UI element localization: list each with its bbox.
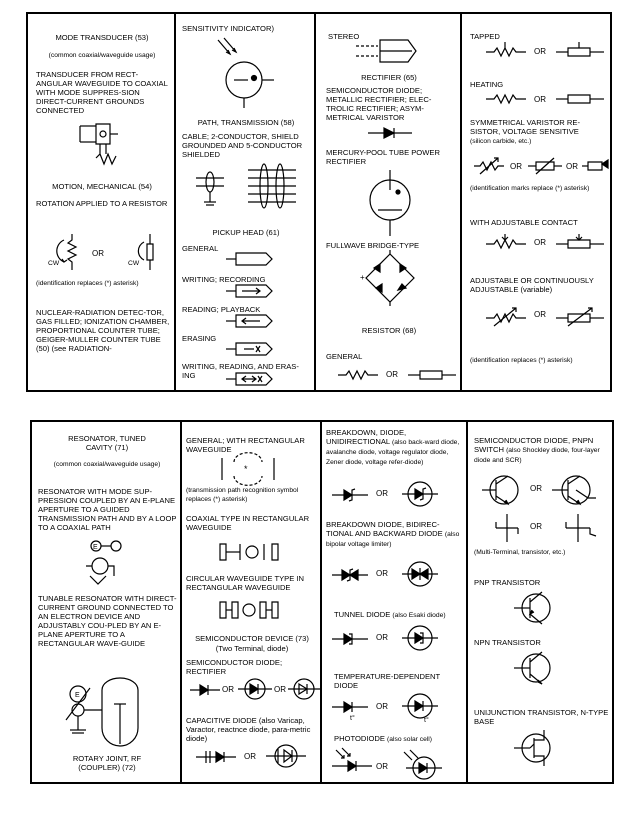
tunnel-circle-icon: [402, 624, 438, 652]
rotation-desc: ROTATION APPLIED TO A RESISTOR: [36, 199, 168, 208]
or-label: OR: [376, 489, 388, 498]
heating-label: HEATING: [470, 80, 504, 89]
photodiode-note: (also solar cell): [387, 736, 433, 743]
adjustable-desc: ADJUSTABLE OR CONTINUOUSLY ADJUSTABLE (variable): [470, 276, 594, 294]
or-label: OR: [92, 249, 104, 258]
scr-circle-icon: [482, 470, 526, 510]
wre-head-icon: [226, 372, 296, 386]
or-label-2: OR: [274, 685, 286, 694]
diode-circle-icon: [238, 678, 272, 700]
pnpn-label: [474, 436, 610, 465]
or-label-2: OR: [534, 95, 546, 104]
tapped-box-icon: [556, 42, 604, 58]
erasing-head-icon: [226, 342, 296, 356]
varicap-circle-icon: [266, 744, 306, 768]
pnpn-switch-2-icon: [558, 514, 598, 542]
semi-diode-desc: SEMICONDUCTOR DIODE; METALLIC RECTIFIER; ELEC-TROLIC RECTIFIER; ASYM-METRICAL VARISTOR: [326, 86, 432, 122]
pickup-general-icon: [226, 252, 296, 266]
transducer-desc: TRANSDUCER FROM RECT-ANGULAR WAVEGUIDE TO COAXIAL WITH MODE SUPPRES-SION DIRECT-CURRENT GROUNDS CONNECTED: [36, 70, 168, 115]
resonator-note: (common coaxial/waveguide usage): [53, 461, 161, 468]
photodiode-heading: PHOTODIODE: [334, 734, 385, 743]
npn-transistor-icon: [514, 648, 558, 688]
rect-waveguide-icon: [220, 454, 276, 484]
tunable-resonator-icon: [58, 674, 154, 744]
top-col-2: [176, 14, 316, 390]
svg-text:+: +: [360, 273, 365, 282]
writing-head-icon: [226, 284, 296, 298]
or-label-4: OR: [534, 310, 546, 319]
photodiode-label: [334, 734, 466, 744]
zener-diode-icon: [332, 488, 368, 502]
pickup-general: GENERAL: [182, 244, 219, 253]
cw-label: CW: [48, 260, 60, 267]
svg-text:*: *: [244, 464, 248, 474]
bidirectional-circle-icon: [402, 560, 438, 588]
or-label: OR: [530, 484, 542, 493]
pnp-transistor-icon: [514, 588, 558, 628]
tapped-label: TAPPED: [470, 32, 500, 41]
cw-label-2: CW: [128, 260, 140, 267]
top-panel: [26, 12, 612, 392]
multi-note: (Multi-Terminal, transistor, etc.): [474, 549, 566, 556]
fullwave-label: FULLWAVE BRIDGE-TYPE: [326, 241, 420, 250]
resistor-heading: RESISTOR (68): [361, 326, 417, 335]
breakdown-bi-heading: BREAKDOWN DIODE, BIDIREC-TIONAL AND BACKWARD DIODE: [326, 520, 443, 538]
wre-label: WRITING, READING, AND ERAS-ING: [182, 362, 299, 380]
cable-desc: CABLE; 2-CONDUCTOR, SHIELD GROUNDED AND 5-CONDUCTOR SHIELDED: [182, 132, 303, 159]
breakdown-uni-heading: BREAKDOWN, DIODE, UNIDIRECTIONAL: [326, 428, 407, 446]
temperature-circle-icon: [402, 692, 438, 722]
svg-text:t°: t°: [424, 717, 429, 724]
unijunction-transistor-icon: [514, 728, 558, 768]
nuclear-desc: NUCLEAR-RADIATION DETEC-TOR, GAS FILLED; IONIZATION CHAMBER, PROPORTIONAL COUNTER TUBE; GEIGER-MULLER COUNTER TUBE (50) (see RADIATION-: [36, 308, 170, 353]
svg-text:OR: OR: [566, 162, 578, 171]
svg-text:OR: OR: [510, 162, 522, 171]
top-col-1: [28, 14, 176, 390]
cable-shielded-icon: [196, 164, 296, 216]
temperature-diode-icon: [332, 700, 368, 720]
breakdown-bi-label: [326, 520, 466, 549]
resonator-symbol-icon: [76, 536, 136, 586]
path-heading: PATH, TRANSMISSION (58): [197, 118, 295, 127]
resistor-box-icon: [408, 370, 456, 380]
scr-circle-2-icon: [552, 470, 600, 510]
mercury-tube-icon: [364, 170, 424, 236]
semi-diode-label: SEMICONDUCTOR DIODE; RECTIFIER: [186, 658, 283, 676]
bidirectional-diode-icon: [332, 568, 368, 582]
photodiode-circle-icon: [402, 750, 442, 780]
pickup-heading: PICKUP HEAD (61): [212, 228, 280, 237]
circular-label: CIRCULAR WAVEGUIDE TYPE IN RECTANGULAR WAVEGUIDE: [186, 574, 305, 592]
tunable-desc: TUNABLE RESONATOR WITH DIRECT-CURRENT GROUND CONNECTED TO AN ELECTRON DEVICE AND ADJUSTABLY COU-PLED BY AN E-PLANE APERTURE TO A RECTANGULAR WAVE-GUIDE: [38, 594, 177, 648]
bridge-rectifier-icon: [362, 250, 418, 306]
svg-text:E: E: [93, 544, 98, 551]
bottom-col-1: [32, 422, 182, 782]
or-label-2: OR: [376, 569, 388, 578]
npn-label: NPN TRANSISTOR: [474, 638, 541, 647]
geiger-tube-icon: [208, 36, 278, 108]
ident-marks-note: (identification marks replace (*) asterisk): [470, 185, 590, 192]
tapped-resistor-icon: [486, 42, 526, 58]
diode-icon: [368, 126, 412, 140]
adjustable-contact-box-icon: [556, 234, 604, 248]
motion-heading: MOTION, MECHANICAL (54): [52, 182, 152, 191]
or-label-4: OR: [376, 702, 388, 711]
breakdown-bi-note: (also bipolar voltage limiter): [326, 531, 460, 548]
svg-text:t°: t°: [350, 715, 355, 722]
tunnel-heading: TUNNEL DIODE: [334, 610, 391, 619]
coaxial-waveguide-icon: [218, 540, 280, 564]
zener-circle-icon: [402, 480, 438, 508]
top-col-3: [316, 14, 462, 390]
circular-waveguide-icon: [218, 598, 280, 622]
unijunction-label: UNIJUNCTION TRANSISTOR, N-TYPE BASE: [474, 708, 609, 726]
rotary-heading: ROTARY JOINT, RF (COUPLER) (72): [72, 754, 142, 772]
coaxial-type-label: COAXIAL TYPE IN RECTANGULAR WAVEGUIDE: [186, 514, 310, 532]
erasing-label: ERASING: [182, 334, 217, 343]
adjustable-contact-label: WITH ADJUSTABLE CONTACT: [470, 218, 578, 227]
breakdown-uni-label: [326, 428, 466, 467]
heating-box-icon: [556, 94, 604, 104]
transmission-note: (transmission path recognition symbol replaces (*) asterisk): [186, 487, 299, 503]
symmetrical-desc: SYMMETRICAL VARISTOR RE-SISTOR, VOLTAGE SENSITIVE: [470, 118, 580, 136]
mode-transducer-heading: MODE TRANSDUCER (53): [55, 33, 149, 42]
mercury-desc: MERCURY-POOL TUBE POWER RECTIFIER: [326, 148, 440, 166]
diode-line-icon: [190, 684, 220, 696]
variable-resistor-icon: [486, 306, 526, 326]
svg-text:E: E: [75, 692, 80, 699]
or-label-3: OR: [376, 633, 388, 642]
bottom-col-2: [182, 422, 322, 782]
reading-head-icon: [226, 314, 296, 328]
reading-label: READING; PLAYBACK: [182, 305, 261, 314]
writing-label: WRITING; RECORDING: [182, 275, 266, 284]
or-label: OR: [386, 370, 398, 379]
pnp-label: PNP TRANSISTOR: [474, 578, 541, 587]
rectifier-heading: RECTIFIER (65): [361, 73, 417, 82]
general-rect-label: GENERAL; WITH RECTANGULAR WAVEGUIDE: [186, 436, 305, 454]
tunnel-label: [334, 610, 466, 620]
semi-device-heading: SEMICONDUCTOR DEVICE (73): [195, 634, 309, 643]
capacitive-desc: CAPACITIVE DIODE (also Varicap, Varactor, reactnce diode, para-metric diode): [186, 716, 311, 743]
top-col-4: [462, 14, 610, 390]
ident-note: (identification replaces (*) asterisk): [470, 357, 573, 364]
breakdown-uni-note: (also back-ward diode, avalanche diode, voltage regulator diode, Zener diode, voltage refer-diode): [326, 439, 460, 466]
transducer-symbol-icon: [78, 122, 128, 174]
or-label-3: OR: [534, 238, 546, 247]
or-label-3: OR: [244, 752, 256, 761]
variable-box-icon: [556, 306, 604, 326]
ident-note: (identification replaces (*) asterisk): [36, 280, 139, 287]
tunnel-note: (also Esaki diode): [392, 612, 446, 619]
resistor-general: GENERAL: [326, 352, 363, 361]
pnpn-heading: SEMICONDUCTOR DIODE, PNPN SWITCH: [474, 436, 594, 454]
resonator-heading: RESONATOR, TUNED CAVITY (71): [68, 434, 146, 452]
varistor-symbols-icon: [474, 154, 608, 176]
or-label: OR: [534, 47, 546, 56]
heating-resistor-icon: [486, 94, 526, 104]
or-label: OR: [222, 685, 234, 694]
stereo-head-icon: [356, 36, 426, 66]
photodiode-icon: [332, 748, 372, 774]
varicap-icon: [196, 750, 236, 764]
temperature-label: TEMPERATURE-DEPENDENT DIODE: [334, 672, 441, 690]
resistor-zigzag-icon: [338, 370, 378, 380]
bottom-col-4: [468, 422, 612, 782]
diode-circle-outline-icon: [288, 678, 320, 700]
or-label-2: OR: [530, 522, 542, 531]
resonator-desc: RESONATOR WITH MODE SUP-PRESSION COUPLED BY AN E-PLANE APERTURE TO A GUIDED TRANSMISSION PATH AND BY A LOOP TO A COAXIAL PATH: [38, 487, 177, 532]
stereo-label: STEREO: [328, 32, 360, 41]
or-label-5: OR: [376, 762, 388, 771]
mode-transducer-note: (common coaxial/waveguide usage): [48, 52, 156, 59]
sensitivity-heading: SENSITIVITY INDICATOR): [182, 24, 274, 33]
pnpn-switch-icon: [490, 514, 524, 542]
adjustable-contact-resistor-icon: [486, 234, 526, 248]
tunnel-diode-icon: [332, 632, 368, 646]
bottom-panel: [30, 420, 614, 784]
semi-device-note: (Two Terminal, diode): [215, 644, 289, 653]
rotation-box-resistor-icon: [120, 232, 160, 272]
bottom-col-3: [322, 422, 468, 782]
pnpn-note: (also Shockley diode, four-layer diode and SCR): [474, 447, 600, 464]
silicon-note: (silicon carbide, etc.): [470, 138, 532, 145]
